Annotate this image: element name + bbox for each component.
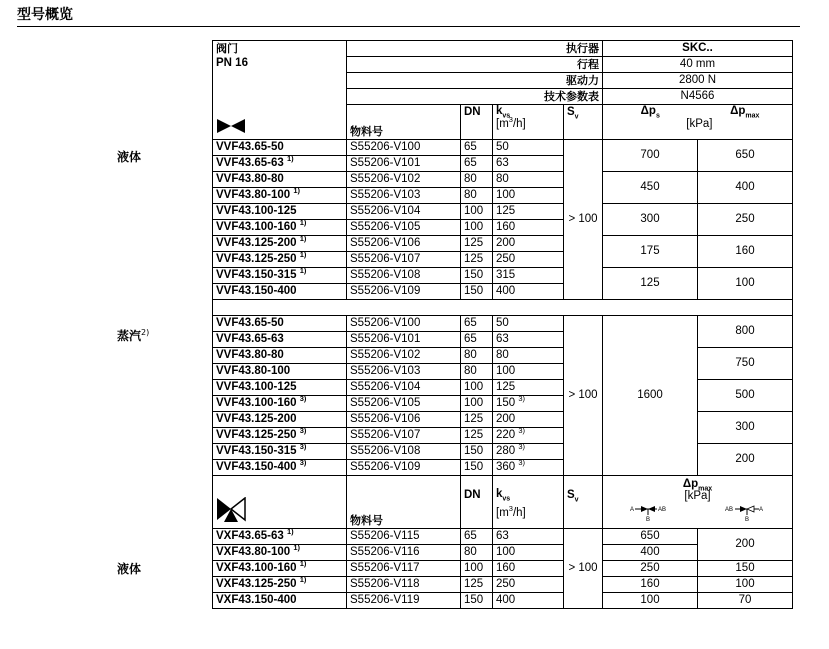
material-number: S55206-V118 [347, 576, 461, 592]
flow1-ab-label: AB [658, 507, 667, 514]
model-note: 1) [299, 249, 307, 259]
model-note: 1) [286, 526, 294, 536]
model-note: 1) [299, 558, 307, 568]
dn-value: 150 [461, 592, 493, 608]
model-cell [213, 379, 347, 395]
dp-ab-a-value: 160 [603, 576, 698, 592]
dpmax-value: 750 [698, 347, 793, 379]
kvs-number: 360 [496, 460, 516, 473]
dn-value: 65 [461, 331, 493, 347]
model-cell [213, 576, 347, 592]
kvs-value [493, 171, 564, 187]
dn-value: 80 [461, 347, 493, 363]
kvs-unit-post: /h] [512, 118, 526, 130]
model-note: 3) [299, 457, 307, 467]
actuator-label: 执行器 [347, 41, 603, 57]
model-note: 3) [299, 393, 307, 403]
col-material-header: 物料号 [347, 105, 461, 140]
dpmax-value: 800 [698, 315, 793, 347]
flow-path-2-cell [698, 504, 793, 528]
material-number: S55206-V104 [347, 379, 461, 395]
force-value: 2800 N [603, 73, 793, 89]
model-overview-table [212, 40, 793, 609]
model-type: VVF43.80-80 [216, 172, 284, 185]
model-type: VVF43.100-160 [216, 220, 297, 233]
table-row [213, 411, 793, 427]
table-row [213, 528, 793, 544]
material-number: S55206-V101 [347, 331, 461, 347]
model-cell [213, 395, 347, 411]
steam-section [213, 315, 793, 475]
kvs-value [493, 379, 564, 395]
model-type: VVF43.65-63 [216, 156, 284, 169]
dn-value: 125 [461, 576, 493, 592]
model-note: 1) [299, 233, 307, 243]
model-cell [213, 459, 347, 475]
model-cell [213, 544, 347, 560]
table-row [213, 171, 793, 187]
dpmax-symbol-3way: Δp [682, 477, 699, 490]
dn-value: 65 [461, 155, 493, 171]
sv-subscript: v [574, 113, 579, 121]
kvs-unit-sup-3way: 3 [508, 503, 513, 513]
kvs-value [493, 459, 564, 475]
table-row [213, 315, 793, 331]
dpmax-value: 650 [698, 139, 793, 171]
dn-value: 80 [461, 544, 493, 560]
col-dn-header: DN [461, 105, 493, 140]
dps-subscript: s [655, 112, 660, 120]
dn-value: 125 [461, 251, 493, 267]
kvs-value [493, 235, 564, 251]
model-note: 1) [293, 542, 301, 552]
col-dpmax-header-3way [603, 475, 793, 504]
model-cell [213, 315, 347, 331]
kvs-value: 100 [493, 544, 564, 560]
dn-value: 125 [461, 427, 493, 443]
dn-value: 125 [461, 235, 493, 251]
material-number: S55206-V103 [347, 187, 461, 203]
title-rule [17, 26, 800, 27]
table-row [213, 267, 793, 283]
flow-path-1-cell [603, 504, 698, 528]
kvs-value [493, 315, 564, 331]
dn-value: 100 [461, 379, 493, 395]
kvs-value [493, 267, 564, 283]
model-cell [213, 411, 347, 427]
model-type: VVF43.100-125 [216, 380, 297, 393]
section-label-liquid: 液体 [117, 150, 142, 164]
model-note: 3) [299, 441, 307, 451]
flow1-b-label: B [646, 517, 651, 523]
sv-subscript-3way: v [574, 495, 579, 503]
model-cell [213, 219, 347, 235]
model-cell [213, 347, 347, 363]
dps-value: 300 [603, 203, 698, 235]
kvs-number: 50 [496, 316, 509, 329]
model-type: VVF43.125-250 [216, 428, 297, 441]
col-sv-header-3way [564, 475, 603, 528]
model-type: VVF43.65-50 [216, 140, 284, 153]
kpa-unit: [kPa] [686, 118, 713, 130]
kvs-number: 63 [496, 156, 509, 169]
flow2-b-label: B [744, 517, 749, 523]
flow1-a-label: A [630, 507, 635, 514]
flow2-a-label: A [758, 507, 763, 514]
force-label: 驱动力 [347, 73, 603, 89]
kvs-number: 220 [496, 428, 516, 441]
model-cell [213, 251, 347, 267]
model-type: VXF43.100-160 [216, 561, 297, 574]
model-type: VVF43.100-160 [216, 396, 297, 409]
kpa-unit-3way: [kPa] [684, 489, 711, 502]
model-type: VVF43.125-200 [216, 236, 297, 249]
model-type: VVF43.100-125 [216, 204, 297, 217]
material-number: S55206-V105 [347, 219, 461, 235]
kvs-number: 80 [496, 348, 509, 361]
kvs-value [493, 347, 564, 363]
material-number: S55206-V104 [347, 203, 461, 219]
kvs-note: 3) [518, 425, 526, 435]
model-cell [213, 363, 347, 379]
kvs-unit-sup: 3 [508, 115, 513, 125]
model-type: VVF43.80-100 [216, 364, 291, 377]
material-number: S55206-V100 [347, 139, 461, 155]
material-number: S55206-V101 [347, 155, 461, 171]
table-row [213, 379, 793, 395]
material-number: S55206-V105 [347, 395, 461, 411]
dn-value: 80 [461, 187, 493, 203]
kvs-unit-pre: [m [496, 118, 509, 130]
kvs-number: 160 [496, 220, 516, 233]
dp-ab-b-value: 100 [698, 576, 793, 592]
col-kvs-header [493, 105, 564, 140]
datasheet-value: N4566 [603, 89, 793, 105]
material-number: S55206-V109 [347, 459, 461, 475]
model-cell [213, 331, 347, 347]
dn-value: 150 [461, 283, 493, 299]
kvs-number: 80 [496, 172, 509, 185]
kvs-value [493, 427, 564, 443]
dpmax-value: 200 [698, 443, 793, 475]
model-cell [213, 528, 347, 544]
table-row [213, 347, 793, 363]
model-cell [213, 267, 347, 283]
material-number: S55206-V108 [347, 443, 461, 459]
dn-value: 150 [461, 459, 493, 475]
material-number: S55206-V102 [347, 171, 461, 187]
col-dn-header-3way: DN [461, 475, 493, 528]
kvs-number: 200 [496, 412, 516, 425]
sv-symbol-3way: S [567, 488, 575, 501]
two-way-valve-icon [216, 118, 246, 134]
model-type: VVF43.150-315 [216, 444, 297, 457]
model-type: VXF43.150-400 [216, 593, 297, 606]
dn-value: 150 [461, 267, 493, 283]
col-sv-header [564, 105, 603, 140]
model-type: VVF43.65-63 [216, 332, 284, 345]
kvs-value: 63 [493, 528, 564, 544]
dpmax-value: 400 [698, 171, 793, 203]
material-number: S55206-V102 [347, 347, 461, 363]
model-type: VVF43.65-50 [216, 316, 284, 329]
col-material-header-3way: 物料号 [347, 475, 461, 528]
model-type: VVF43.80-80 [216, 348, 284, 361]
model-type: VVF43.125-200 [216, 412, 297, 425]
kvs-value [493, 155, 564, 171]
dn-value: 80 [461, 171, 493, 187]
dps-value: 1600 [603, 315, 698, 475]
kvs-symbol: k [496, 105, 503, 117]
dpmax-value: 160 [698, 235, 793, 267]
dn-value: 65 [461, 528, 493, 544]
kvs-value [493, 395, 564, 411]
dps-symbol: Δp [640, 105, 656, 117]
dpmax-value: 500 [698, 379, 793, 411]
sv-value: > 100 [564, 315, 603, 475]
dp-ab-a-value: 250 [603, 560, 698, 576]
dp-ab-b-value: 150 [698, 560, 793, 576]
pn-label: PN 16 [216, 57, 248, 69]
kvs-note: 3) [518, 441, 526, 451]
kvs-unit-post-3way: /h] [512, 506, 526, 519]
dn-value: 65 [461, 315, 493, 331]
stroke-value: 40 mm [603, 57, 793, 73]
dpmax-symbol: Δp [730, 105, 746, 117]
kvs-value [493, 203, 564, 219]
model-type: VVF43.150-400 [216, 284, 297, 297]
flow-path-ab-to-b-icon [725, 504, 765, 522]
two-way-valve-symbol-cell [213, 105, 347, 140]
kvs-value [493, 139, 564, 155]
kvs-note: 3) [518, 393, 526, 403]
valve-label: 阀门 [216, 42, 238, 55]
material-number: S55206-V106 [347, 411, 461, 427]
dpmax-value: 300 [698, 411, 793, 443]
kvs-value [493, 363, 564, 379]
dps-value: 450 [603, 171, 698, 203]
dpmax-value: 250 [698, 203, 793, 235]
kvs-value [493, 187, 564, 203]
material-number: S55206-V115 [347, 528, 461, 544]
dp-ab-a-value: 650 [603, 528, 698, 544]
dn-value: 125 [461, 411, 493, 427]
kvs-number: 125 [496, 380, 516, 393]
model-note: 1) [299, 265, 307, 275]
three-way-section [213, 528, 793, 608]
actuator-value: SKC.. [603, 41, 793, 57]
kvs-subscript: vs [502, 112, 511, 120]
dn-value: 65 [461, 139, 493, 155]
dn-value: 100 [461, 219, 493, 235]
model-note: 3) [299, 425, 307, 435]
table-row [213, 235, 793, 251]
model-cell [213, 187, 347, 203]
kvs-number: 200 [496, 236, 516, 249]
section-label-liquid-3way: 液体 [117, 562, 142, 576]
material-number: S55206-V100 [347, 315, 461, 331]
model-cell [213, 139, 347, 155]
table-row [213, 443, 793, 459]
kvs-value [493, 219, 564, 235]
flow-path-ab-to-a-icon [630, 504, 670, 522]
model-cell [213, 427, 347, 443]
kvs-value: 160 [493, 560, 564, 576]
kvs-symbol-3way: k [496, 487, 503, 500]
table-row [213, 576, 793, 592]
material-number: S55206-V117 [347, 560, 461, 576]
section-gap [213, 299, 793, 315]
kvs-number: 315 [496, 268, 516, 281]
kvs-value [493, 411, 564, 427]
material-number: S55206-V107 [347, 427, 461, 443]
kvs-value [493, 283, 564, 299]
flow2-ab-label: AB [724, 507, 733, 514]
kvs-number: 63 [496, 332, 509, 345]
sv-value: > 100 [564, 139, 603, 299]
model-cell [213, 560, 347, 576]
model-note: 1) [293, 185, 301, 195]
kvs-number: 100 [496, 364, 516, 377]
dp-ab-a-value: 400 [603, 544, 698, 560]
model-note: 1) [299, 574, 307, 584]
model-cell [213, 235, 347, 251]
kvs-value [493, 443, 564, 459]
dn-value: 100 [461, 395, 493, 411]
kvs-unit-pre-3way: [m [496, 506, 509, 519]
material-number: S55206-V107 [347, 251, 461, 267]
steam-label-text: 蒸汽 [117, 329, 142, 343]
dps-value: 700 [603, 139, 698, 171]
model-note: 1) [299, 217, 307, 227]
stroke-label: 行程 [347, 57, 603, 73]
model-cell [213, 171, 347, 187]
page-title: 型号概览 [17, 7, 73, 23]
dn-value: 80 [461, 363, 493, 379]
datasheet-label: 技术参数表 [347, 89, 603, 105]
dp-ab-b-value: 200 [698, 528, 793, 560]
kvs-subscript-3way: vs [502, 494, 511, 502]
model-type: VVF43.150-400 [216, 460, 297, 473]
dp-ab-a-value: 100 [603, 592, 698, 608]
steam-note: 2) [141, 328, 150, 337]
dps-value: 175 [603, 235, 698, 267]
material-number: S55206-V103 [347, 363, 461, 379]
section-label-steam [117, 327, 149, 344]
material-number: S55206-V109 [347, 283, 461, 299]
model-type: VVF43.80-100 [216, 188, 291, 201]
dpmax-subscript-3way: max [698, 485, 713, 493]
valve-header-cell [213, 41, 347, 105]
kvs-number: 250 [496, 252, 516, 265]
dp-ab-b-value: 70 [698, 592, 793, 608]
table-row [213, 203, 793, 219]
sv-value: > 100 [564, 528, 603, 608]
col-dps-header [603, 105, 713, 140]
material-number: S55206-V106 [347, 235, 461, 251]
dn-value: 100 [461, 203, 493, 219]
material-number: S55206-V116 [347, 544, 461, 560]
kvs-number: 125 [496, 204, 516, 217]
dps-value: 125 [603, 267, 698, 299]
dn-value: 100 [461, 560, 493, 576]
material-number: S55206-V108 [347, 267, 461, 283]
table-row [213, 139, 793, 155]
dn-value: 150 [461, 443, 493, 459]
model-cell [213, 443, 347, 459]
kvs-value [493, 251, 564, 267]
dpmax-subscript: max [745, 112, 760, 120]
dpmax-value: 100 [698, 267, 793, 299]
model-type: VXF43.65-63 [216, 529, 284, 542]
model-type: VVF43.150-315 [216, 268, 297, 281]
kvs-number: 100 [496, 188, 516, 201]
material-number: S55206-V119 [347, 592, 461, 608]
model-cell [213, 592, 347, 608]
model-type: VVF43.125-250 [216, 252, 297, 265]
model-cell [213, 203, 347, 219]
kvs-value: 250 [493, 576, 564, 592]
model-cell [213, 155, 347, 171]
sv-symbol: S [567, 106, 575, 118]
kvs-number: 50 [496, 140, 509, 153]
table-row [213, 592, 793, 608]
liquid-section [213, 139, 793, 299]
model-type: VXF43.125-250 [216, 577, 297, 590]
model-type: VXF43.80-100 [216, 545, 291, 558]
kvs-value [493, 331, 564, 347]
model-cell [213, 283, 347, 299]
kvs-number: 280 [496, 444, 516, 457]
model-note: 1) [286, 153, 294, 163]
kvs-number: 150 [496, 396, 516, 409]
three-way-valve-icon [216, 497, 246, 523]
kvs-value: 400 [493, 592, 564, 608]
col-kvs-header-3way [493, 475, 564, 528]
table-row [213, 560, 793, 576]
three-way-valve-symbol-cell [213, 475, 347, 528]
kvs-number: 400 [496, 284, 516, 297]
kvs-note: 3) [518, 457, 526, 467]
